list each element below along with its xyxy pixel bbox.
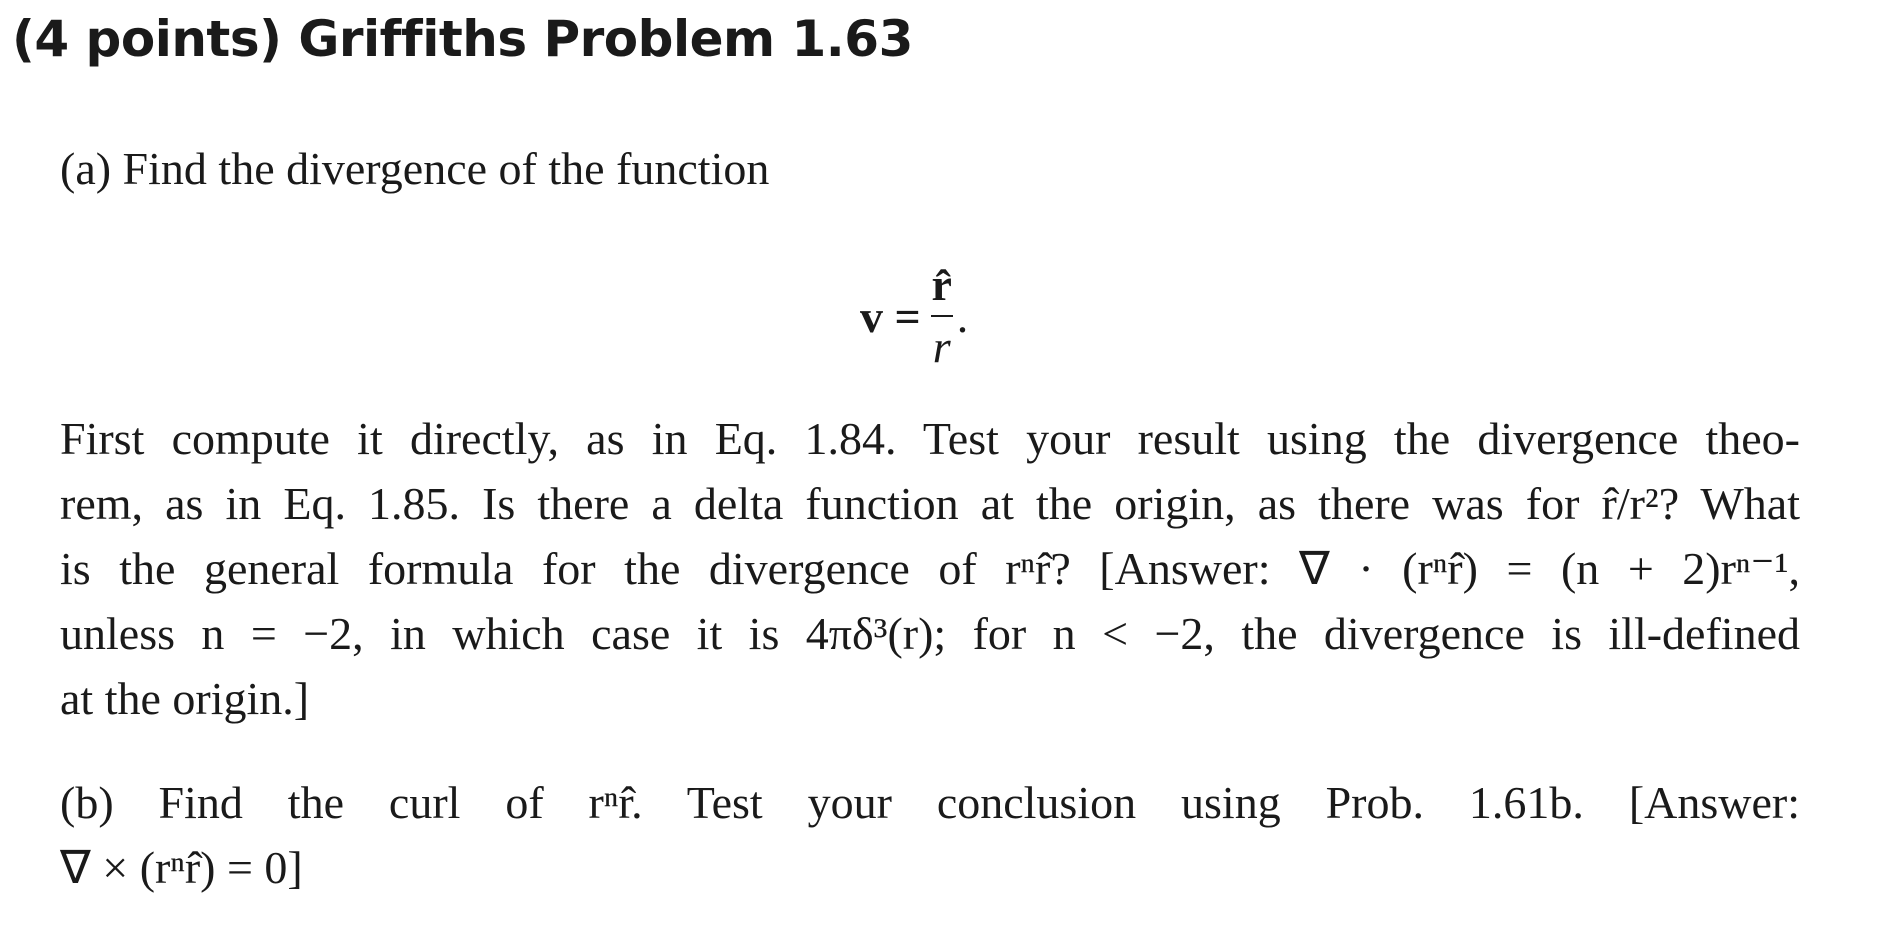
equation-lhs: v = — [860, 290, 921, 342]
part-a-line-3: is the general formula for the divergence of rⁿr̂? [Answer: ∇ · (rⁿr̂) = (n + 2)rⁿ⁻¹, — [60, 543, 1800, 594]
part-b-line-1: (b) Find the curl of rⁿr̂. Test your conclusion using Prob. 1.61b. [Answer: — [60, 777, 1800, 828]
part-a-body — [60, 406, 1800, 731]
part-a-line-2: rem, as in Eq. 1.85. Is there a delta function at the origin, as there was for r̂/r²? What — [60, 478, 1800, 529]
part-a-intro: (a) Find the divergence of the function — [60, 143, 770, 194]
fraction-bar — [931, 315, 953, 317]
part-a-line-1: First compute it directly, as in Eq. 1.84. Test your result using the divergence theo- — [60, 413, 1800, 464]
part-a-line-5: at the origin.] — [60, 673, 310, 724]
equation-fraction — [931, 259, 953, 373]
equation-period: . — [956, 290, 969, 342]
equation-v — [860, 256, 968, 376]
equation-numerator: r̂ — [931, 259, 952, 310]
part-a-line-4: unless n = −2, in which case it is 4πδ³(r); for n < −2, the divergence is ill-defined — [60, 608, 1800, 659]
part-b-line-2: ∇ × (rⁿr̂) = 0] — [60, 842, 303, 893]
equation-denominator: r — [932, 321, 951, 372]
problem-title: (4 points) Griffiths Problem 1.63 — [12, 10, 913, 68]
part-b — [60, 770, 1800, 900]
